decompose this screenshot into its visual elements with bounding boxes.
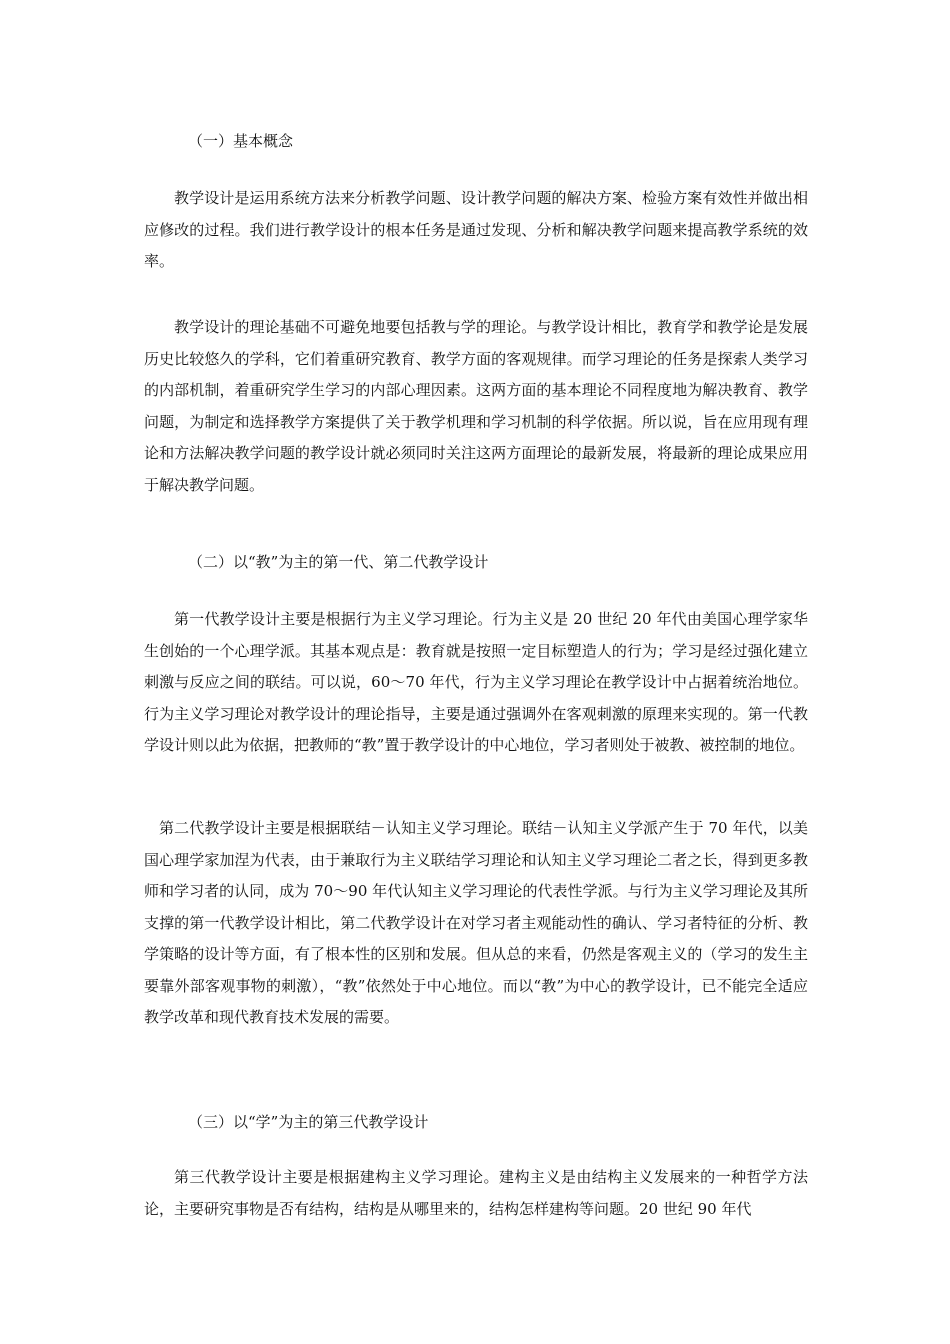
paragraph-first-generation: 第一代教学设计主要是根据行为主义学习理论。行为主义是 20 世纪 20 年代由美国心理学家华生创始的一个心理学派。其基本观点是：教育就是按照一定目标塑造人的行为；学习是经过强化建立刺激与反应之间的联结。可以说，60～70 年代，行为主义学习理论在教学设计中占据着统治地位。行为主义学习理论对教学设计的理论指导，主要是通过强调外在客观刺激的原理来实现的。第一代教学设计则以此为依据，把教师的“教”置于教学设计的中心地位，学习者则处于被教、被控制的地位。 bbox=[144, 610, 808, 754]
section-heading-learning-centered: （三）以“学”为主的第三代教学设计 bbox=[188, 1113, 429, 1131]
paragraph-definition: 教学设计是运用系统方法来分析教学问题、设计教学问题的解决方案、检验方案有效性并做出相应修改的过程。我们进行教学设计的根本任务是通过发现、分析和解决教学问题来提高教学系统的效率。 bbox=[144, 189, 808, 270]
paragraph-third-generation: 第三代教学设计主要是根据建构主义学习理论。建构主义是由结构主义发展来的一种哲学方法论，主要研究事物是否有结构，结构是从哪里来的，结构怎样建构等问题。20 世纪 90 年代 bbox=[144, 1168, 808, 1218]
paragraph-theory-basis: 教学设计的理论基础不可避免地要包括教与学的理论。与教学设计相比，教育学和教学论是发展历史比较悠久的学科，它们着重研究教育、教学方面的客观规律。而学习理论的任务是探索人类学习的内部机制，着重研究学生学习的内部心理因素。这两方面的基本理论不同程度地为解决教育、教学问题，为制定和选择教学方案提供了关于教学机理和学习机制的科学依据。所以说，旨在应用现有理论和方法解决教学问题的教学设计就必须同时关注这两方面理论的最新发展，将最新的理论成果应用于解决教学问题。 bbox=[144, 318, 808, 494]
section-heading-basic-concepts: （一）基本概念 bbox=[188, 132, 294, 150]
section-heading-teaching-centered: （二）以“教”为主的第一代、第二代教学设计 bbox=[188, 553, 489, 571]
paragraph-second-generation: 第二代教学设计主要是根据联结－认知主义学习理论。联结－认知主义学派产生于 70 年代，以美国心理学家加涅为代表，由于兼取行为主义联结学习理论和认知主义学习理论二者之长，得到更多教师和学习者的认同，成为 70～90 年代认知主义学习理论的代表性学派。与行为主义学习理论及其所支撑的第一代教学设计相比，第二代教学设计在对学习者主观能动性的确认、学习者特征的分析、教学策略的设计等方面，有了根本性的区别和发展。但从总的来看，仍然是客观主义的（学习的发生主要靠外部客观事物的刺激），“教”依然处于中心地位。而以“教”为中心的教学设计，已不能完全适应教学改革和现代教育技术发展的需要。 bbox=[144, 819, 808, 1026]
